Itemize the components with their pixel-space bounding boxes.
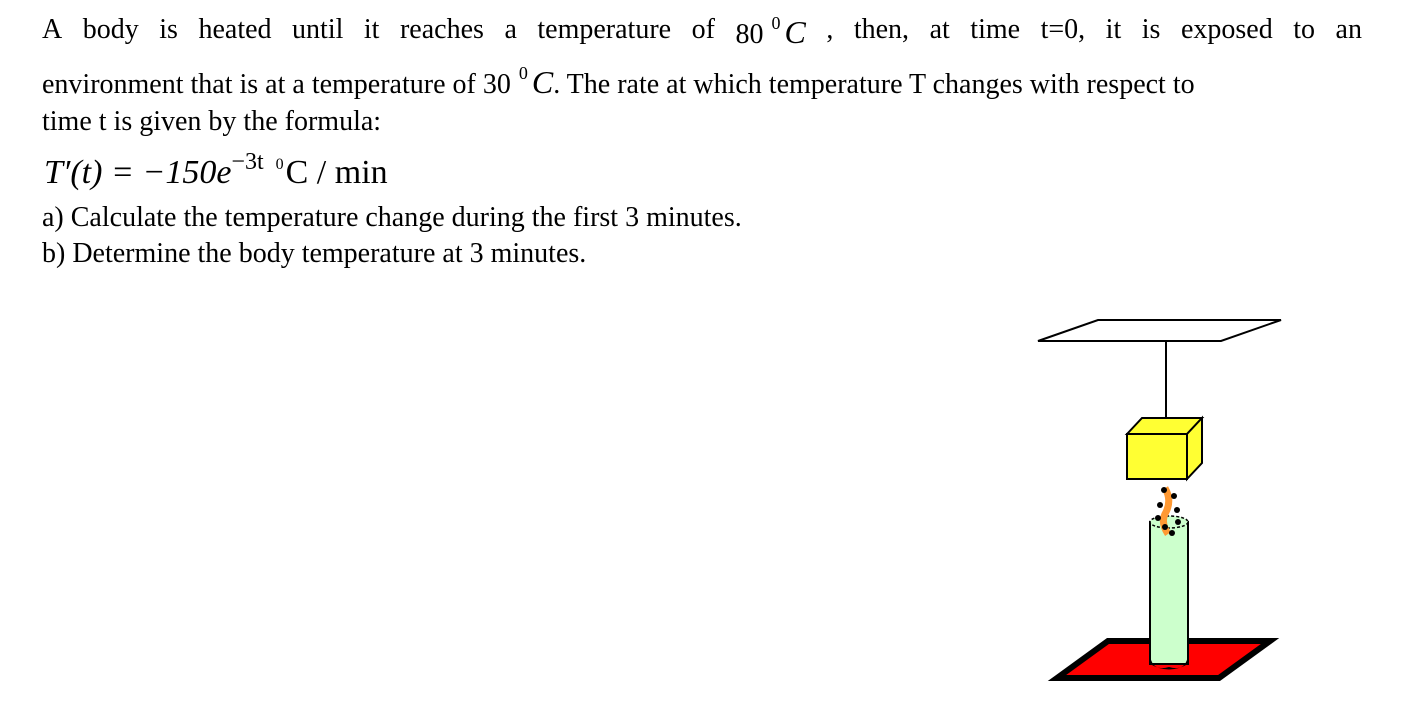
text-word: temperature <box>537 14 672 45</box>
text-word: A <box>42 14 63 45</box>
degree-symbol: 0 <box>771 13 781 33</box>
text-word: then, <box>853 14 910 45</box>
text-word: exposed <box>1180 14 1273 45</box>
text-word: heated <box>198 14 272 45</box>
text-word: it <box>363 14 380 45</box>
text-word: at <box>929 14 950 45</box>
number-80: 80 <box>735 19 764 50</box>
ceiling-plate <box>1038 320 1281 341</box>
question-b-text: b) Determine the body temperature at 3 minutes. <box>42 238 587 269</box>
text-segment: time t is given by the formula: <box>42 106 382 137</box>
text-word: reaches <box>399 14 484 45</box>
text-word: is <box>159 14 178 45</box>
formula-lhs: T′(t) = −150e <box>44 154 232 191</box>
text-word: it <box>1105 14 1122 45</box>
green-tube <box>1150 522 1188 664</box>
celsius-unit: C <box>784 14 806 50</box>
degree-symbol: 0 <box>518 63 528 83</box>
text-word: t=0, <box>1040 14 1086 45</box>
text-word: to <box>1293 14 1316 45</box>
text-word: a <box>504 14 517 45</box>
formula-unit: C / min <box>285 154 388 191</box>
question-a-text: a) Calculate the temperature change during the first 3 minutes. <box>42 202 742 233</box>
text-word: an <box>1335 14 1362 45</box>
text-word: body <box>82 14 139 45</box>
text-word: is <box>1141 14 1161 45</box>
text-word: until <box>292 14 344 45</box>
text-comma: , <box>826 14 834 45</box>
text-segment: . The rate at which temperature T changes with respect to <box>553 69 1195 100</box>
text-segment: environment that is at a temperature of 30 <box>42 69 511 100</box>
degree-symbol: 0 <box>275 156 284 173</box>
celsius-unit: C <box>531 64 554 100</box>
text-word: of <box>691 14 715 45</box>
text-word: time <box>970 14 1021 45</box>
yellow-block <box>1127 434 1187 479</box>
formula-exponent: −3t <box>231 149 264 175</box>
